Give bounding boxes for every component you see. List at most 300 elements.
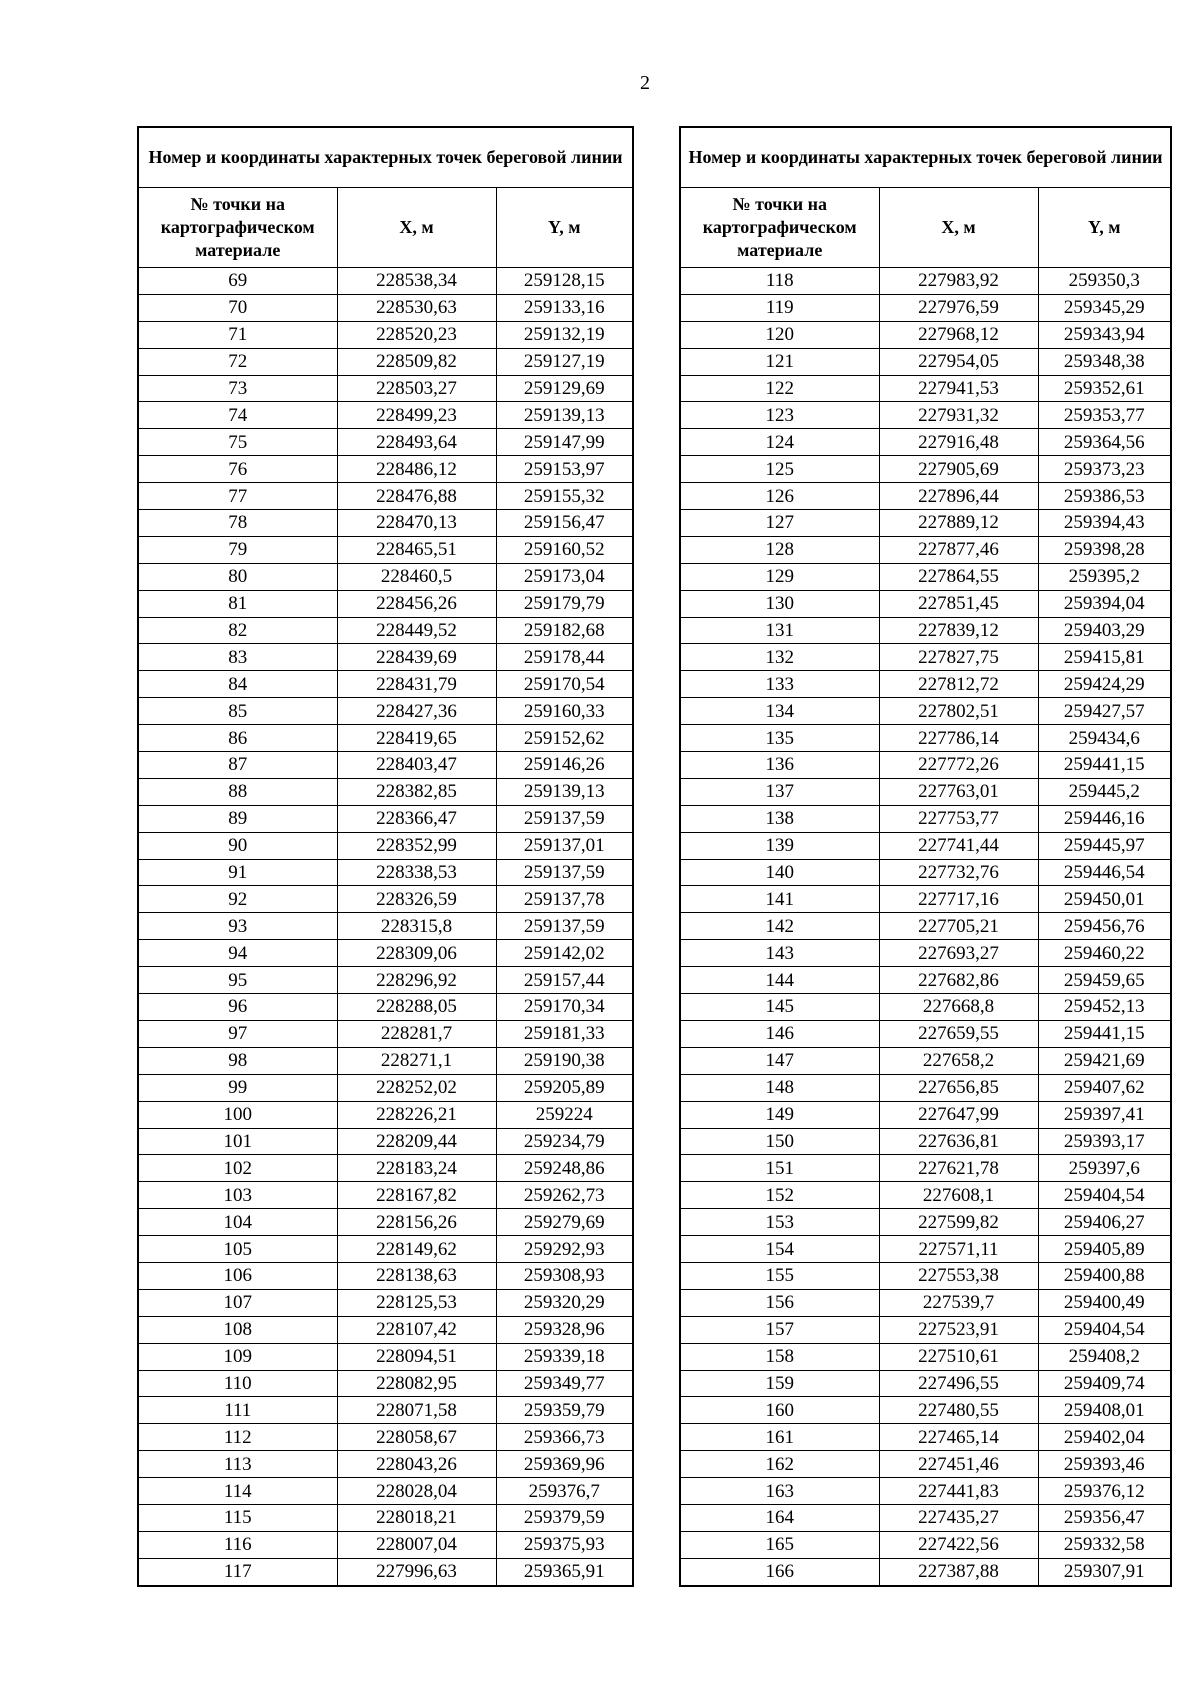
point-number-cell: 148	[680, 1074, 879, 1101]
x-coordinate-cell: 228167,82	[337, 1182, 496, 1209]
point-number-cell: 82	[138, 617, 337, 644]
x-coordinate-cell: 227693,27	[879, 940, 1038, 967]
point-number-cell: 80	[138, 563, 337, 590]
x-coordinate-cell: 227802,51	[879, 698, 1038, 725]
point-number-cell: 155	[680, 1262, 879, 1289]
x-coordinate-cell: 227812,72	[879, 671, 1038, 698]
table-row	[138, 1209, 633, 1236]
point-number-cell: 78	[138, 510, 337, 537]
point-number-cell: 107	[138, 1289, 337, 1316]
point-number-cell: 74	[138, 402, 337, 429]
point-number-cell: 79	[138, 536, 337, 563]
y-coordinate-cell: 259181,33	[496, 1020, 633, 1047]
x-coordinate-cell: 227717,16	[879, 886, 1038, 913]
table-row	[680, 590, 1171, 617]
y-coordinate-cell: 259359,79	[496, 1397, 633, 1424]
table-row	[680, 967, 1171, 994]
y-coordinate-cell: 259160,33	[496, 698, 633, 725]
table-body	[680, 268, 1171, 1586]
y-coordinate-cell: 259343,94	[1038, 321, 1171, 348]
column-header-x: X, м	[337, 188, 496, 268]
table-row	[680, 1370, 1171, 1397]
table-row	[138, 294, 633, 321]
x-coordinate-cell: 228431,79	[337, 671, 496, 698]
point-number-cell: 101	[138, 1128, 337, 1155]
y-coordinate-cell: 259178,44	[496, 644, 633, 671]
y-coordinate-cell: 259160,52	[496, 536, 633, 563]
x-coordinate-cell: 227753,77	[879, 805, 1038, 832]
point-number-cell: 77	[138, 483, 337, 510]
point-number-cell: 114	[138, 1478, 337, 1505]
table-row	[138, 321, 633, 348]
table-row	[680, 294, 1171, 321]
table-row	[680, 536, 1171, 563]
y-coordinate-cell: 259137,59	[496, 859, 633, 886]
point-number-cell: 76	[138, 456, 337, 483]
y-coordinate-cell: 259137,59	[496, 805, 633, 832]
x-coordinate-cell: 227523,91	[879, 1316, 1038, 1343]
x-coordinate-cell: 227741,44	[879, 832, 1038, 859]
point-number-cell: 132	[680, 644, 879, 671]
point-number-cell: 119	[680, 294, 879, 321]
x-coordinate-cell: 228296,92	[337, 967, 496, 994]
table-row	[138, 994, 633, 1021]
x-coordinate-cell: 227786,14	[879, 725, 1038, 752]
table-row	[138, 375, 633, 402]
point-number-cell: 75	[138, 429, 337, 456]
point-number-cell: 86	[138, 725, 337, 752]
y-coordinate-cell: 259366,73	[496, 1424, 633, 1451]
x-coordinate-cell: 227839,12	[879, 617, 1038, 644]
x-coordinate-cell: 228082,95	[337, 1370, 496, 1397]
table-row	[680, 402, 1171, 429]
point-number-cell: 131	[680, 617, 879, 644]
x-coordinate-cell: 227905,69	[879, 456, 1038, 483]
x-coordinate-cell: 228315,8	[337, 913, 496, 940]
x-coordinate-cell: 228476,88	[337, 483, 496, 510]
point-number-cell: 95	[138, 967, 337, 994]
x-coordinate-cell: 228125,53	[337, 1289, 496, 1316]
y-coordinate-cell: 259364,56	[1038, 429, 1171, 456]
x-coordinate-cell: 227916,48	[879, 429, 1038, 456]
x-coordinate-cell: 228028,04	[337, 1478, 496, 1505]
y-coordinate-cell: 259452,13	[1038, 994, 1171, 1021]
table-row	[138, 832, 633, 859]
x-coordinate-cell: 228439,69	[337, 644, 496, 671]
point-number-cell: 139	[680, 832, 879, 859]
y-coordinate-cell: 259450,01	[1038, 886, 1171, 913]
y-coordinate-cell: 259139,13	[496, 778, 633, 805]
x-coordinate-cell: 227864,55	[879, 563, 1038, 590]
x-coordinate-cell: 227772,26	[879, 752, 1038, 779]
x-coordinate-cell: 228043,26	[337, 1451, 496, 1478]
point-number-cell: 136	[680, 752, 879, 779]
point-number-cell: 145	[680, 994, 879, 1021]
y-coordinate-cell: 259132,19	[496, 321, 633, 348]
table-row	[138, 1343, 633, 1370]
x-coordinate-cell: 227422,56	[879, 1531, 1038, 1558]
table-row	[680, 940, 1171, 967]
point-number-cell: 118	[680, 268, 879, 295]
x-coordinate-cell: 227435,27	[879, 1504, 1038, 1531]
y-coordinate-cell: 259142,02	[496, 940, 633, 967]
table-row	[680, 563, 1171, 590]
x-coordinate-cell: 227763,01	[879, 778, 1038, 805]
point-number-cell: 93	[138, 913, 337, 940]
y-coordinate-cell: 259400,49	[1038, 1289, 1171, 1316]
table-row	[138, 456, 633, 483]
table-row	[138, 348, 633, 375]
point-number-cell: 133	[680, 671, 879, 698]
point-number-cell: 162	[680, 1451, 879, 1478]
x-coordinate-cell: 227931,32	[879, 402, 1038, 429]
y-coordinate-cell: 259441,15	[1038, 752, 1171, 779]
x-coordinate-cell: 228352,99	[337, 832, 496, 859]
point-number-cell: 130	[680, 590, 879, 617]
column-header-point: № точки на картографическом материале	[680, 188, 879, 268]
y-coordinate-cell: 259137,78	[496, 886, 633, 913]
y-coordinate-cell: 259445,97	[1038, 832, 1171, 859]
table-row	[680, 913, 1171, 940]
x-coordinate-cell: 227608,1	[879, 1182, 1038, 1209]
table-row	[138, 913, 633, 940]
table-row	[680, 725, 1171, 752]
x-coordinate-cell: 227658,2	[879, 1047, 1038, 1074]
x-coordinate-cell: 228449,52	[337, 617, 496, 644]
page-number: 2	[640, 72, 650, 94]
table-row	[680, 1101, 1171, 1128]
point-number-cell: 154	[680, 1236, 879, 1263]
point-number-cell: 152	[680, 1182, 879, 1209]
y-coordinate-cell: 259406,27	[1038, 1209, 1171, 1236]
y-coordinate-cell: 259262,73	[496, 1182, 633, 1209]
y-coordinate-cell: 259404,54	[1038, 1316, 1171, 1343]
table-row	[680, 671, 1171, 698]
table-title: Номер и координаты характерных точек береговой линии	[680, 127, 1171, 188]
y-coordinate-cell: 259373,23	[1038, 456, 1171, 483]
point-number-cell: 103	[138, 1182, 337, 1209]
point-number-cell: 156	[680, 1289, 879, 1316]
table-row	[138, 1128, 633, 1155]
point-number-cell: 147	[680, 1047, 879, 1074]
y-coordinate-cell: 259421,69	[1038, 1047, 1171, 1074]
x-coordinate-cell: 228456,26	[337, 590, 496, 617]
y-coordinate-cell: 259129,69	[496, 375, 633, 402]
point-number-cell: 157	[680, 1316, 879, 1343]
point-number-cell: 153	[680, 1209, 879, 1236]
table-row	[138, 1020, 633, 1047]
table-row	[680, 1074, 1171, 1101]
point-number-cell: 115	[138, 1504, 337, 1531]
table-row	[680, 456, 1171, 483]
table-body	[138, 268, 633, 1586]
table-row	[680, 375, 1171, 402]
point-number-cell: 137	[680, 778, 879, 805]
y-coordinate-cell: 259328,96	[496, 1316, 633, 1343]
point-number-cell: 112	[138, 1424, 337, 1451]
y-coordinate-cell: 259397,6	[1038, 1155, 1171, 1182]
table-row	[138, 1451, 633, 1478]
table-row	[680, 321, 1171, 348]
y-coordinate-cell: 259137,59	[496, 913, 633, 940]
x-coordinate-cell: 228156,26	[337, 1209, 496, 1236]
y-coordinate-cell: 259424,29	[1038, 671, 1171, 698]
table-row	[138, 1424, 633, 1451]
table-row	[138, 1558, 633, 1585]
table-row	[138, 671, 633, 698]
table-row	[680, 1209, 1171, 1236]
y-coordinate-cell: 259404,54	[1038, 1182, 1171, 1209]
x-coordinate-cell: 228058,67	[337, 1424, 496, 1451]
x-coordinate-cell: 227451,46	[879, 1451, 1038, 1478]
y-coordinate-cell: 259348,38	[1038, 348, 1171, 375]
point-number-cell: 143	[680, 940, 879, 967]
point-number-cell: 125	[680, 456, 879, 483]
point-number-cell: 72	[138, 348, 337, 375]
x-coordinate-cell: 227647,99	[879, 1101, 1038, 1128]
x-coordinate-cell: 228493,64	[337, 429, 496, 456]
point-number-cell: 97	[138, 1020, 337, 1047]
table-row	[138, 1289, 633, 1316]
table-row	[138, 886, 633, 913]
point-number-cell: 150	[680, 1128, 879, 1155]
y-coordinate-cell: 259350,3	[1038, 268, 1171, 295]
x-coordinate-cell: 227465,14	[879, 1424, 1038, 1451]
point-number-cell: 89	[138, 805, 337, 832]
point-number-cell: 99	[138, 1074, 337, 1101]
point-number-cell: 88	[138, 778, 337, 805]
table-row	[680, 1155, 1171, 1182]
point-number-cell: 160	[680, 1397, 879, 1424]
table-row	[138, 402, 633, 429]
x-coordinate-cell: 228226,21	[337, 1101, 496, 1128]
point-number-cell: 120	[680, 321, 879, 348]
point-number-cell: 104	[138, 1209, 337, 1236]
table-row	[138, 1047, 633, 1074]
x-coordinate-cell: 227571,11	[879, 1236, 1038, 1263]
x-coordinate-cell: 228209,44	[337, 1128, 496, 1155]
point-number-cell: 127	[680, 510, 879, 537]
point-number-cell: 108	[138, 1316, 337, 1343]
point-number-cell: 111	[138, 1397, 337, 1424]
table-row	[680, 617, 1171, 644]
table-row	[680, 1478, 1171, 1505]
table-row	[680, 1558, 1171, 1585]
table-row	[138, 1397, 633, 1424]
coordinates-table-left	[137, 126, 634, 1587]
y-coordinate-cell: 259356,47	[1038, 1504, 1171, 1531]
x-coordinate-cell: 227889,12	[879, 510, 1038, 537]
y-coordinate-cell: 259393,46	[1038, 1451, 1171, 1478]
column-header-y: Y, м	[1038, 188, 1171, 268]
point-number-cell: 116	[138, 1531, 337, 1558]
table-row	[680, 1504, 1171, 1531]
x-coordinate-cell: 227968,12	[879, 321, 1038, 348]
x-coordinate-cell: 227539,7	[879, 1289, 1038, 1316]
x-coordinate-cell: 228503,27	[337, 375, 496, 402]
point-number-cell: 146	[680, 1020, 879, 1047]
x-coordinate-cell: 227441,83	[879, 1478, 1038, 1505]
table-row	[680, 1128, 1171, 1155]
table-row	[680, 1316, 1171, 1343]
y-coordinate-cell: 259156,47	[496, 510, 633, 537]
x-coordinate-cell: 228288,05	[337, 994, 496, 1021]
y-coordinate-cell: 259292,93	[496, 1236, 633, 1263]
x-coordinate-cell: 228366,47	[337, 805, 496, 832]
x-coordinate-cell: 228338,53	[337, 859, 496, 886]
table-row	[680, 1397, 1171, 1424]
table-row	[680, 1531, 1171, 1558]
point-number-cell: 117	[138, 1558, 337, 1585]
y-coordinate-cell: 259248,86	[496, 1155, 633, 1182]
x-coordinate-cell: 228149,62	[337, 1236, 496, 1263]
point-number-cell: 90	[138, 832, 337, 859]
x-coordinate-cell: 227496,55	[879, 1370, 1038, 1397]
x-coordinate-cell: 227976,59	[879, 294, 1038, 321]
y-coordinate-cell: 259352,61	[1038, 375, 1171, 402]
table-row	[680, 1289, 1171, 1316]
x-coordinate-cell: 228460,5	[337, 563, 496, 590]
y-coordinate-cell: 259434,6	[1038, 725, 1171, 752]
point-number-cell: 126	[680, 483, 879, 510]
column-header-y: Y, м	[496, 188, 633, 268]
y-coordinate-cell: 259157,44	[496, 967, 633, 994]
point-number-cell: 165	[680, 1531, 879, 1558]
table-row	[138, 536, 633, 563]
point-number-cell: 159	[680, 1370, 879, 1397]
point-number-cell: 98	[138, 1047, 337, 1074]
y-coordinate-cell: 259394,04	[1038, 590, 1171, 617]
table-row	[680, 698, 1171, 725]
table-row	[138, 1504, 633, 1531]
table-row	[138, 590, 633, 617]
x-coordinate-cell: 228183,24	[337, 1155, 496, 1182]
point-number-cell: 161	[680, 1424, 879, 1451]
table-row	[680, 1424, 1171, 1451]
y-coordinate-cell: 259345,29	[1038, 294, 1171, 321]
point-number-cell: 73	[138, 375, 337, 402]
point-number-cell: 140	[680, 859, 879, 886]
table-row	[138, 805, 633, 832]
table-title: Номер и координаты характерных точек береговой линии	[138, 127, 633, 188]
table-row	[138, 752, 633, 779]
y-coordinate-cell: 259460,22	[1038, 940, 1171, 967]
table-row	[138, 1316, 633, 1343]
x-coordinate-cell: 228419,65	[337, 725, 496, 752]
table-row	[138, 510, 633, 537]
y-coordinate-cell: 259170,54	[496, 671, 633, 698]
table-row	[138, 268, 633, 295]
y-coordinate-cell: 259446,16	[1038, 805, 1171, 832]
x-coordinate-cell: 227732,76	[879, 859, 1038, 886]
table-row	[138, 940, 633, 967]
x-coordinate-cell: 228094,51	[337, 1343, 496, 1370]
x-coordinate-cell: 228018,21	[337, 1504, 496, 1531]
x-coordinate-cell: 228138,63	[337, 1262, 496, 1289]
point-number-cell: 91	[138, 859, 337, 886]
table-row	[138, 1236, 633, 1263]
table-row	[680, 1236, 1171, 1263]
point-number-cell: 83	[138, 644, 337, 671]
point-number-cell: 144	[680, 967, 879, 994]
table-row	[138, 967, 633, 994]
x-coordinate-cell: 228107,42	[337, 1316, 496, 1343]
table-row	[680, 1343, 1171, 1370]
y-coordinate-cell: 259179,79	[496, 590, 633, 617]
y-coordinate-cell: 259379,59	[496, 1504, 633, 1531]
point-number-cell: 85	[138, 698, 337, 725]
table-row	[138, 1478, 633, 1505]
y-coordinate-cell: 259369,96	[496, 1451, 633, 1478]
x-coordinate-cell: 227599,82	[879, 1209, 1038, 1236]
y-coordinate-cell: 259408,2	[1038, 1343, 1171, 1370]
y-coordinate-cell: 259376,12	[1038, 1478, 1171, 1505]
x-coordinate-cell: 227553,38	[879, 1262, 1038, 1289]
table-row	[138, 429, 633, 456]
point-number-cell: 100	[138, 1101, 337, 1128]
y-coordinate-cell: 259409,74	[1038, 1370, 1171, 1397]
table-row	[138, 859, 633, 886]
x-coordinate-cell: 227827,75	[879, 644, 1038, 671]
table-row	[138, 1370, 633, 1397]
table-row	[138, 563, 633, 590]
table-row	[138, 1262, 633, 1289]
point-number-cell: 87	[138, 752, 337, 779]
x-coordinate-cell: 227636,81	[879, 1128, 1038, 1155]
x-coordinate-cell: 227983,92	[879, 268, 1038, 295]
table-row	[680, 832, 1171, 859]
point-number-cell: 81	[138, 590, 337, 617]
table-row	[680, 805, 1171, 832]
x-coordinate-cell: 227668,8	[879, 994, 1038, 1021]
y-coordinate-cell: 259146,26	[496, 752, 633, 779]
coordinates-table-right	[679, 126, 1172, 1587]
point-number-cell: 124	[680, 429, 879, 456]
table-row	[680, 859, 1171, 886]
y-coordinate-cell: 259182,68	[496, 617, 633, 644]
y-coordinate-cell: 259127,19	[496, 348, 633, 375]
point-number-cell: 109	[138, 1343, 337, 1370]
table-row	[138, 617, 633, 644]
y-coordinate-cell: 259394,43	[1038, 510, 1171, 537]
point-number-cell: 102	[138, 1155, 337, 1182]
table-row	[680, 1020, 1171, 1047]
table-row	[680, 752, 1171, 779]
table-row	[680, 510, 1171, 537]
point-number-cell: 149	[680, 1101, 879, 1128]
y-coordinate-cell: 259441,15	[1038, 1020, 1171, 1047]
table-row	[680, 268, 1171, 295]
table-row	[680, 1047, 1171, 1074]
x-coordinate-cell: 228382,85	[337, 778, 496, 805]
y-coordinate-cell: 259393,17	[1038, 1128, 1171, 1155]
table-row	[138, 644, 633, 671]
x-coordinate-cell: 228470,13	[337, 510, 496, 537]
y-coordinate-cell: 259395,2	[1038, 563, 1171, 590]
table-row	[138, 483, 633, 510]
x-coordinate-cell: 228509,82	[337, 348, 496, 375]
point-number-cell: 113	[138, 1451, 337, 1478]
point-number-cell: 141	[680, 886, 879, 913]
table-row	[680, 778, 1171, 805]
y-coordinate-cell: 259353,77	[1038, 402, 1171, 429]
table-row	[138, 1074, 633, 1101]
table-row	[680, 429, 1171, 456]
point-number-cell: 105	[138, 1236, 337, 1263]
x-coordinate-cell: 228486,12	[337, 456, 496, 483]
x-coordinate-cell: 227387,88	[879, 1558, 1038, 1585]
table-row	[138, 778, 633, 805]
